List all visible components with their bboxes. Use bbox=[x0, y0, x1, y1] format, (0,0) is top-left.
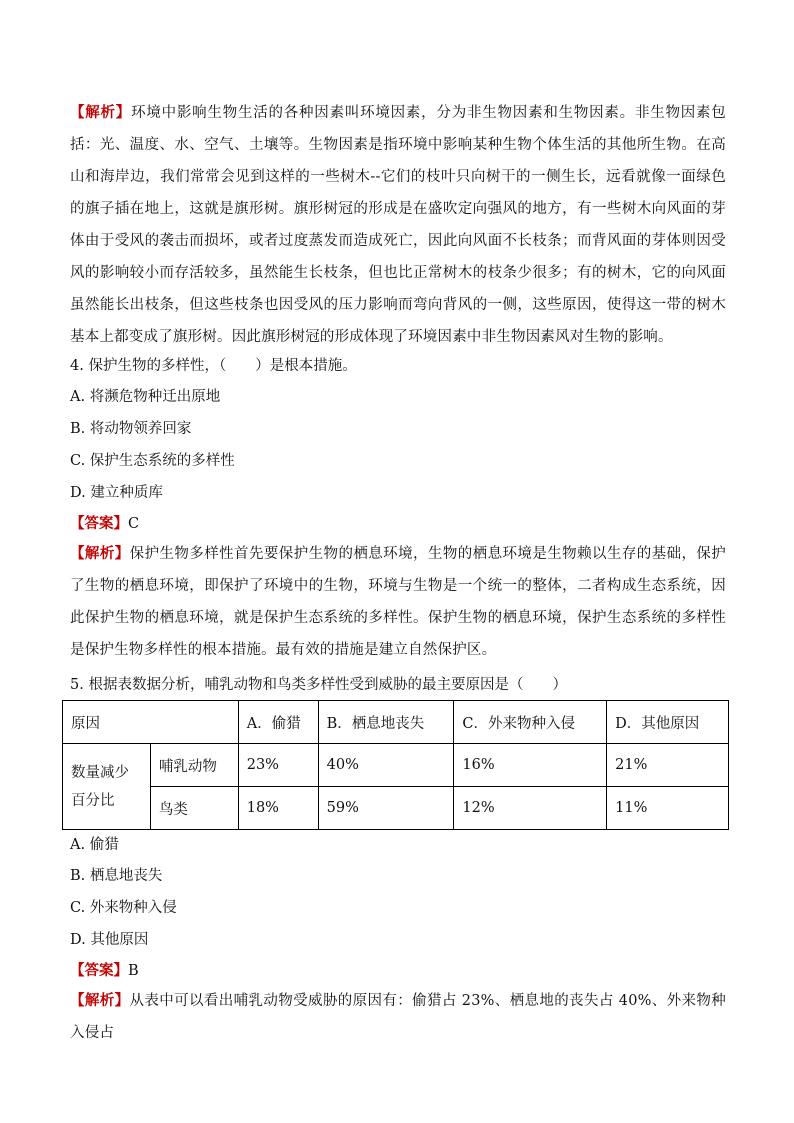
question-4: 4. 保护生物的多样性，（ ）是根本措施。 bbox=[70, 358, 357, 374]
row-label: 鸟类 bbox=[150, 787, 238, 830]
table-header-cell: D．其他原因 bbox=[607, 701, 729, 744]
threat-table bbox=[62, 700, 729, 830]
answer-tag: 【答案】 bbox=[70, 962, 128, 979]
analysis-paragraph-q5 bbox=[70, 985, 726, 1049]
table-cell: 18% bbox=[238, 787, 318, 830]
analysis-tag: 【解析】 bbox=[70, 545, 130, 562]
row-group-label bbox=[63, 744, 151, 830]
table-row bbox=[63, 787, 729, 830]
row-group-label-line2: 百分比 bbox=[71, 792, 115, 809]
answer-value: B bbox=[128, 963, 139, 979]
analysis-text: 从表中可以看出哺乳动物受威胁的原因有：偷猎占 23%、栖息地的丧失占 40%、外来物种入侵占 bbox=[70, 993, 726, 1041]
q4-option-a: A. 将濒危物种迁出原地 bbox=[70, 389, 221, 405]
q4-option-d: D. 建立种质库 bbox=[70, 485, 163, 501]
q5-option-b: B. 栖息地丧失 bbox=[70, 868, 163, 884]
row-label: 哺乳动物 bbox=[150, 744, 238, 787]
analysis-paragraph-q3 bbox=[70, 97, 726, 353]
table-cell: 12% bbox=[454, 787, 607, 830]
q4-option-c: C. 保护生态系统的多样性 bbox=[70, 453, 235, 469]
analysis-text: 环境中影响生物生活的各种因素叫环境因素，分为非生物因素和生物因素。非生物因素包括：光、温度、水、空气、土壤等。生物因素是指环境中影响某种生物个体生活的其他所生物。在高山和海岸边，我们常常会见到这样的一些树木--它们的枝叶只向树干的一侧生长，远看就像一面绿色的旗子插在地上，这就是旗形树。旗形树冠的形成是在盛吹定向强风的地方，有一些树木向风面的芽体由于受风的袭击而损坏，或者过度蒸发而造成死亡，因此向风面不长枝条；而背风面的芽体则因受风的影响较小而存活较多，虽然能生长枝条，但也比正常树木的枝条少很多；有的树木，它的向风面虽然能长出枝条，但这些枝条也因受风的压力影响而弯向背风的一侧，这些原因，使得这一带的树木基本上都变成了旗形树。因此旗形树冠的形成体现了环境因素中非生物因素风对生物的影响。 bbox=[70, 105, 726, 345]
table-cell: 59% bbox=[318, 787, 454, 830]
table-cell: 11% bbox=[607, 787, 729, 830]
table-cell: 21% bbox=[607, 744, 729, 787]
analysis-text: 保护生物多样性首先要保护生物的栖息环境，生物的栖息环境是生物赖以生存的基础，保护了生物的栖息环境，即保护了环境中的生物，环境与生物是一个统一的整体，二者构成生态系统，因此保护生物的栖息环境，就是保护生态系统的多样性。保护生物的栖息环境，保护生态系统的多样性是保护生物多样性的根本措施。最有效的措施是建立自然保护区。 bbox=[70, 546, 726, 658]
analysis-tag: 【解析】 bbox=[70, 104, 132, 121]
q4-answer bbox=[70, 514, 139, 534]
answer-value: C bbox=[128, 516, 140, 532]
table-cell: 16% bbox=[454, 744, 607, 787]
q5-answer bbox=[70, 961, 139, 981]
q5-option-a: A. 偷猎 bbox=[70, 837, 119, 853]
row-group-label-line1: 数量减少 bbox=[71, 764, 129, 781]
table-row bbox=[63, 744, 729, 787]
question-5: 5. 根据表数据分析，哺乳动物和鸟类多样性受到威胁的最主要原因是（ ） bbox=[70, 677, 567, 693]
q4-option-b: B. 将动物领养回家 bbox=[70, 421, 192, 437]
table-cell: 23% bbox=[238, 744, 318, 787]
answer-tag: 【答案】 bbox=[70, 515, 128, 532]
analysis-paragraph-q4 bbox=[70, 538, 726, 666]
table-header-cell: C．外来物种入侵 bbox=[454, 701, 607, 744]
table-header-cell: A．偷猎 bbox=[238, 701, 318, 744]
table-header-row bbox=[63, 701, 729, 744]
table-cell: 40% bbox=[318, 744, 454, 787]
table-header-cell: 原因 bbox=[63, 701, 239, 744]
analysis-tag: 【解析】 bbox=[70, 992, 130, 1009]
table-header-cell: B．栖息地丧失 bbox=[318, 701, 454, 744]
q5-option-d: D. 其他原因 bbox=[70, 932, 149, 948]
q5-option-c: C. 外来物种入侵 bbox=[70, 900, 177, 916]
